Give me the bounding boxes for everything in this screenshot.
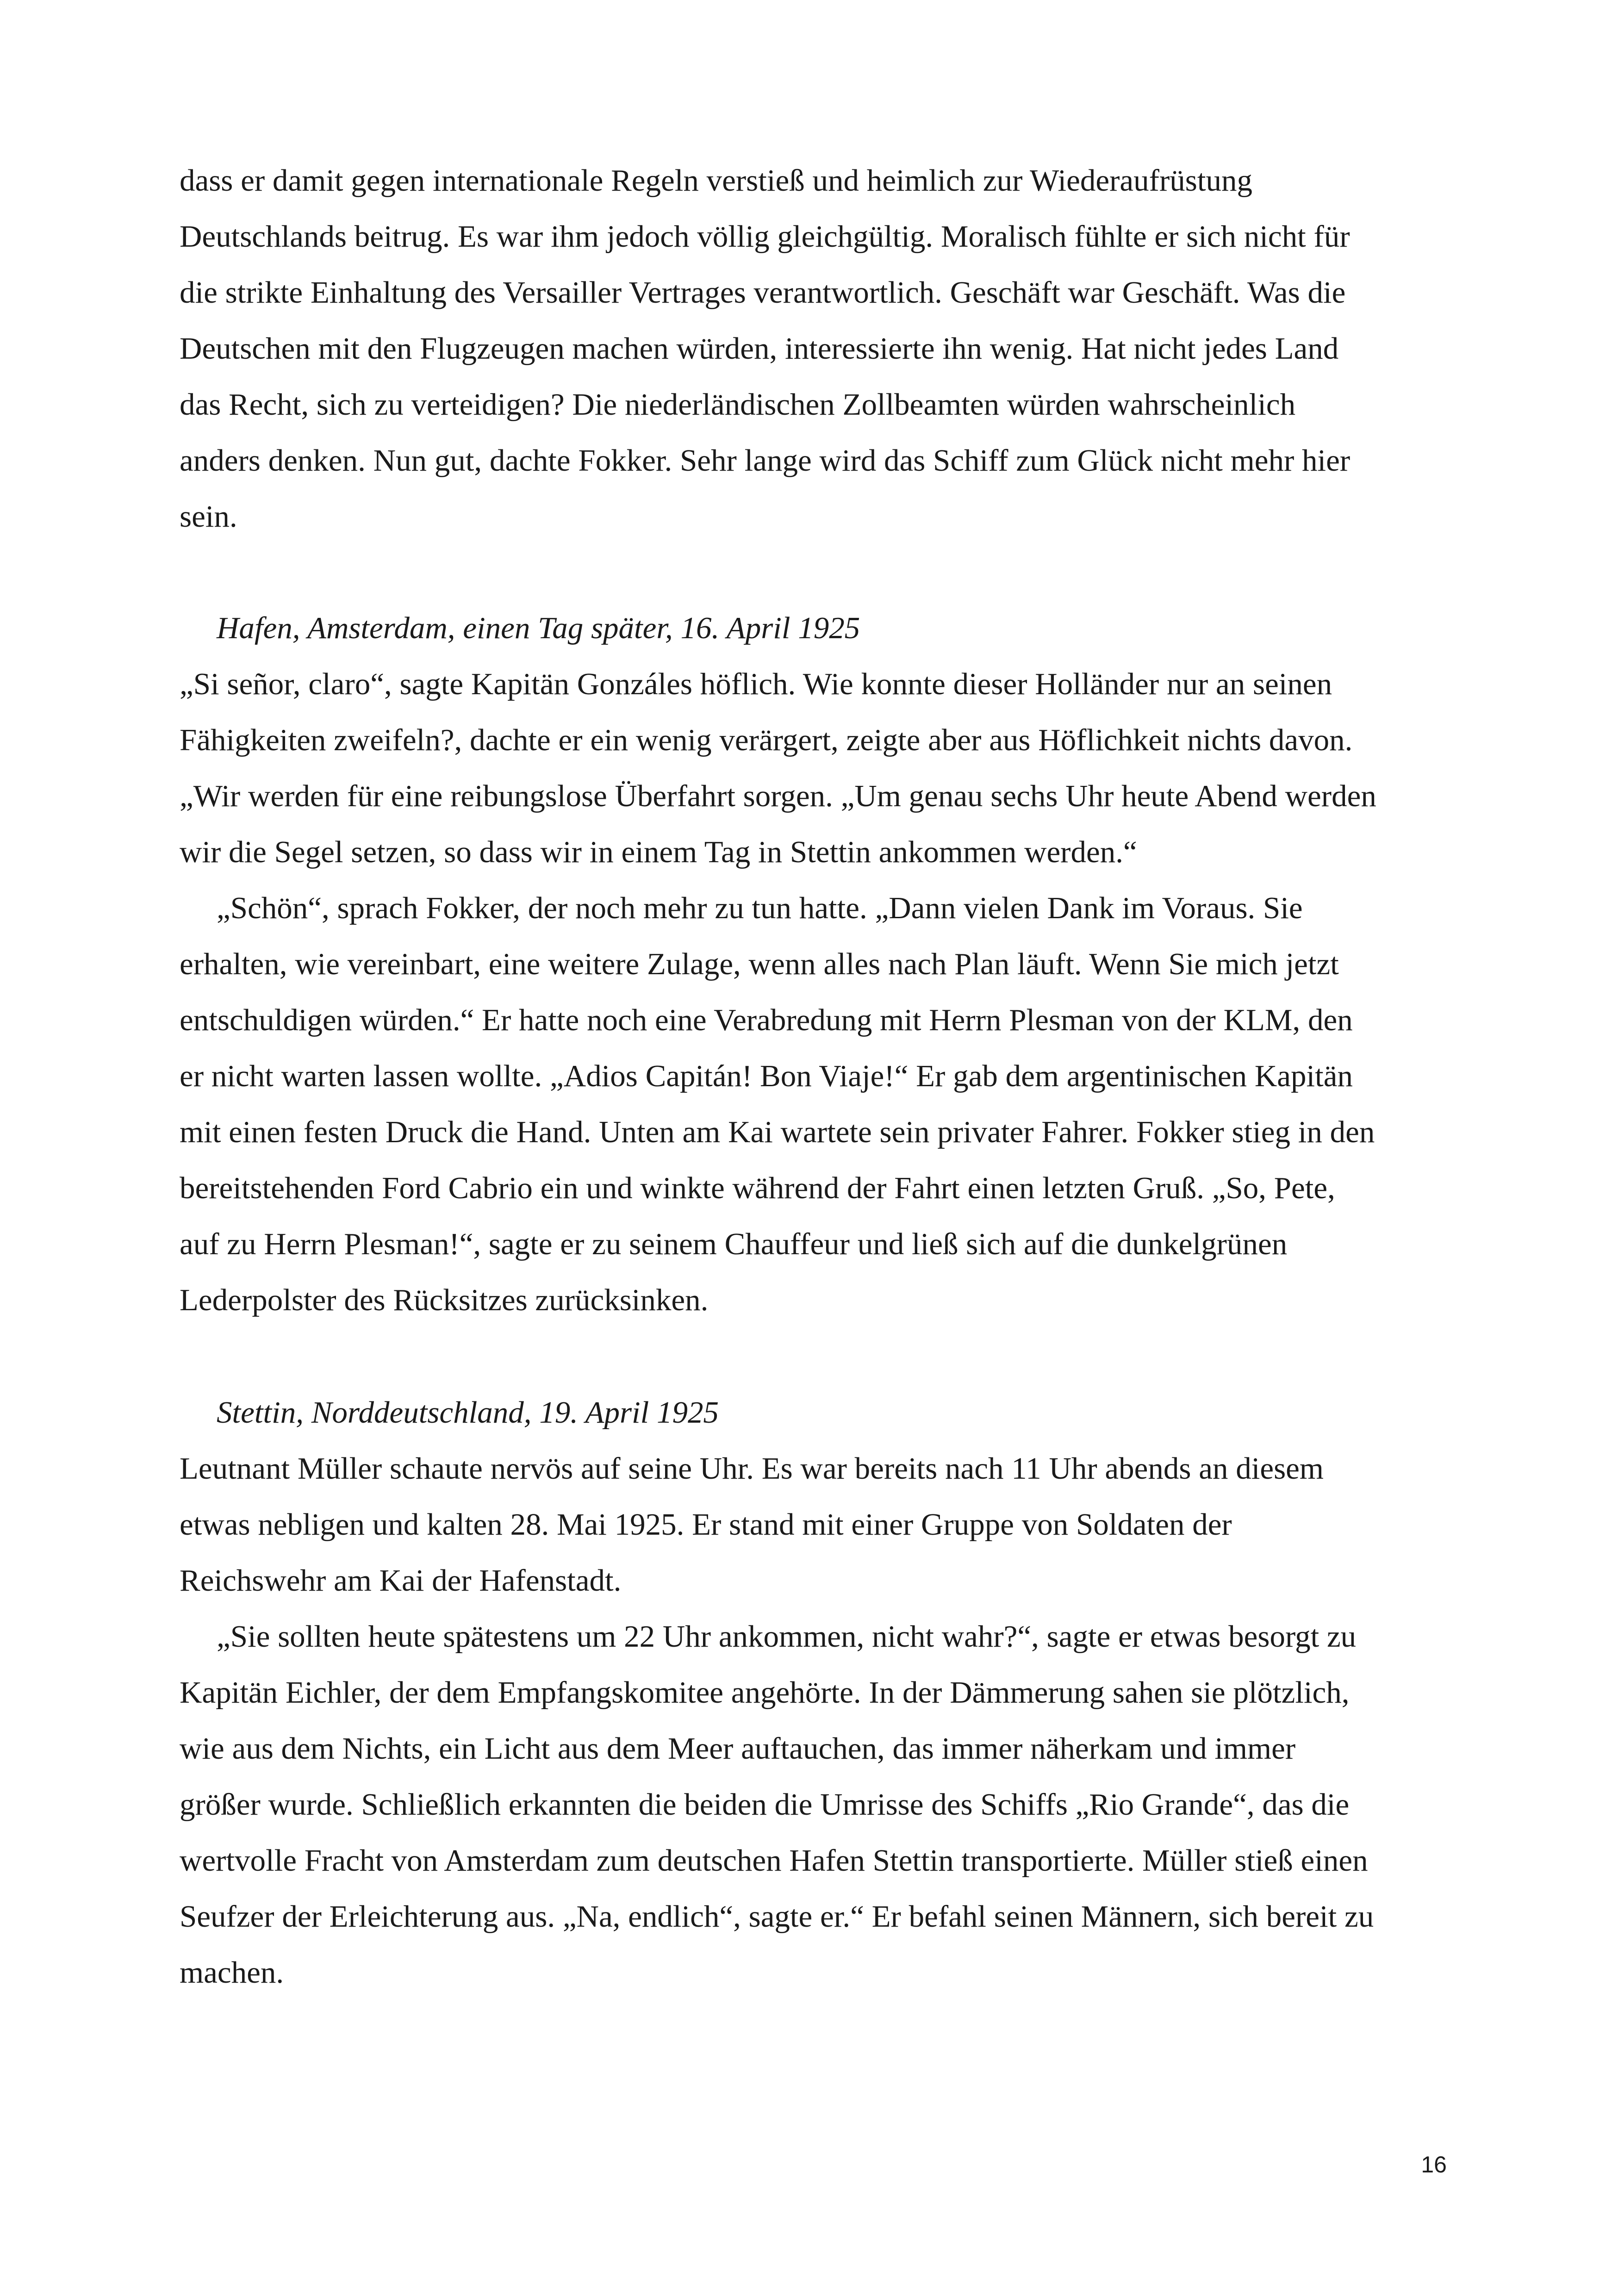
section-heading-stettin: Stettin, Norddeutschland, 19. April 1925 <box>217 1395 719 1430</box>
document-page <box>180 153 1457 2001</box>
paragraph-gonzales: „Si señor, claro“, sagte Kapitän Gonzáles höflich. Wie konnte dieser Holländer nur an seinen Fähigkeiten zweifeln?, dachte er ein wenig verärgert, zeigte aber aus Höflichkeit nichts davon. „Wir werden für eine reibungslose Überfahrt sorgen. „Um genau sechs Uhr heute Abend werden wir die Segel setzen, so dass wir in einem Tag in Stettin ankommen werden.“ <box>180 667 1376 869</box>
paragraph-fokker: „Schön“, sprach Fokker, der noch mehr zu tun hatte. „Dann vielen Dank im Voraus. Sie erhalten, wie vereinbart, eine weitere Zulage, wenn alles nach Plan läuft. Wenn Sie mich jetzt entschuldigen würden.“ Er hatte noch eine Verabredung mit Herrn Plesman von der KLM, den er nicht warten lassen wollte. „Adios Capitán! Bon Viaje!“ Er gab dem argentinischen Kapitän mit einen festen Druck die Hand. Unten am Kai wartete sein privater Fahrer. Fokker stieg in den bereitstehenden Ford Cabrio ein und winkte während der Fahrt einen letzten Gruß. „So, Pete, auf zu Herrn Plesman!“, sagte er zu seinem Chauffeur und ließ sich auf die dunkelgrünen Lederpolster des Rücksitzes zurücksinken. <box>180 891 1375 1317</box>
section-heading-hafen-amsterdam: Hafen, Amsterdam, einen Tag später, 16. April 1925 <box>217 611 860 645</box>
paragraph-kapitaen-eichler: „Sie sollten heute spätestens um 22 Uhr ankommen, nicht wahr?“, sagte er etwas besorgt zu Kapitän Eichler, der dem Empfangskomitee angehörte. In der Dämmerung sahen sie plötzlich, wie aus dem Nichts, ein Licht aus dem Meer auftauchen, das immer näherkam und immer größer wurde. Schließlich erkannten die beiden die Umrisse des Schiffs „Rio Grande“, das die wertvolle Fracht von Amsterdam zum deutschen Hafen Stettin transportierte. Müller stieß einen Seufzer der Erleichterung aus. „Na, endlich“, sagte er.“ Er befahl seinen Männern, sich bereit zu machen. <box>180 1619 1374 1990</box>
opening-paragraph: dass er damit gegen internationale Regeln verstieß und heimlich zur Wiederaufrüstung Deutschlands beitrug. Es war ihm jedoch völlig gleichgültig. Moralisch fühlte er sich nicht für die strikte Einhaltung des Versailler Vertrages verantwortlich. Geschäft war Geschäft. Was die Deutschen mit den Flugzeugen machen würden, interessierte ihn wenig. Hat nicht jedes Land das Recht, sich zu verteidigen? Die niederländischen Zollbeamten würden wahrscheinlich anders denken. Nun gut, dachte Fokker. Sehr lange wird das Schiff zum Glück nicht mehr hier sein. <box>180 163 1350 534</box>
paragraph-leutnant-mueller: Leutnant Müller schaute nervös auf seine Uhr. Es war bereits nach 11 Uhr abends an diesem etwas nebligen und kalten 28. Mai 1925. Er stand mit einer Gruppe von Soldaten der Reichswehr am Kai der Hafenstadt. <box>180 1451 1324 1598</box>
page-number: 16 <box>1421 2152 1447 2178</box>
